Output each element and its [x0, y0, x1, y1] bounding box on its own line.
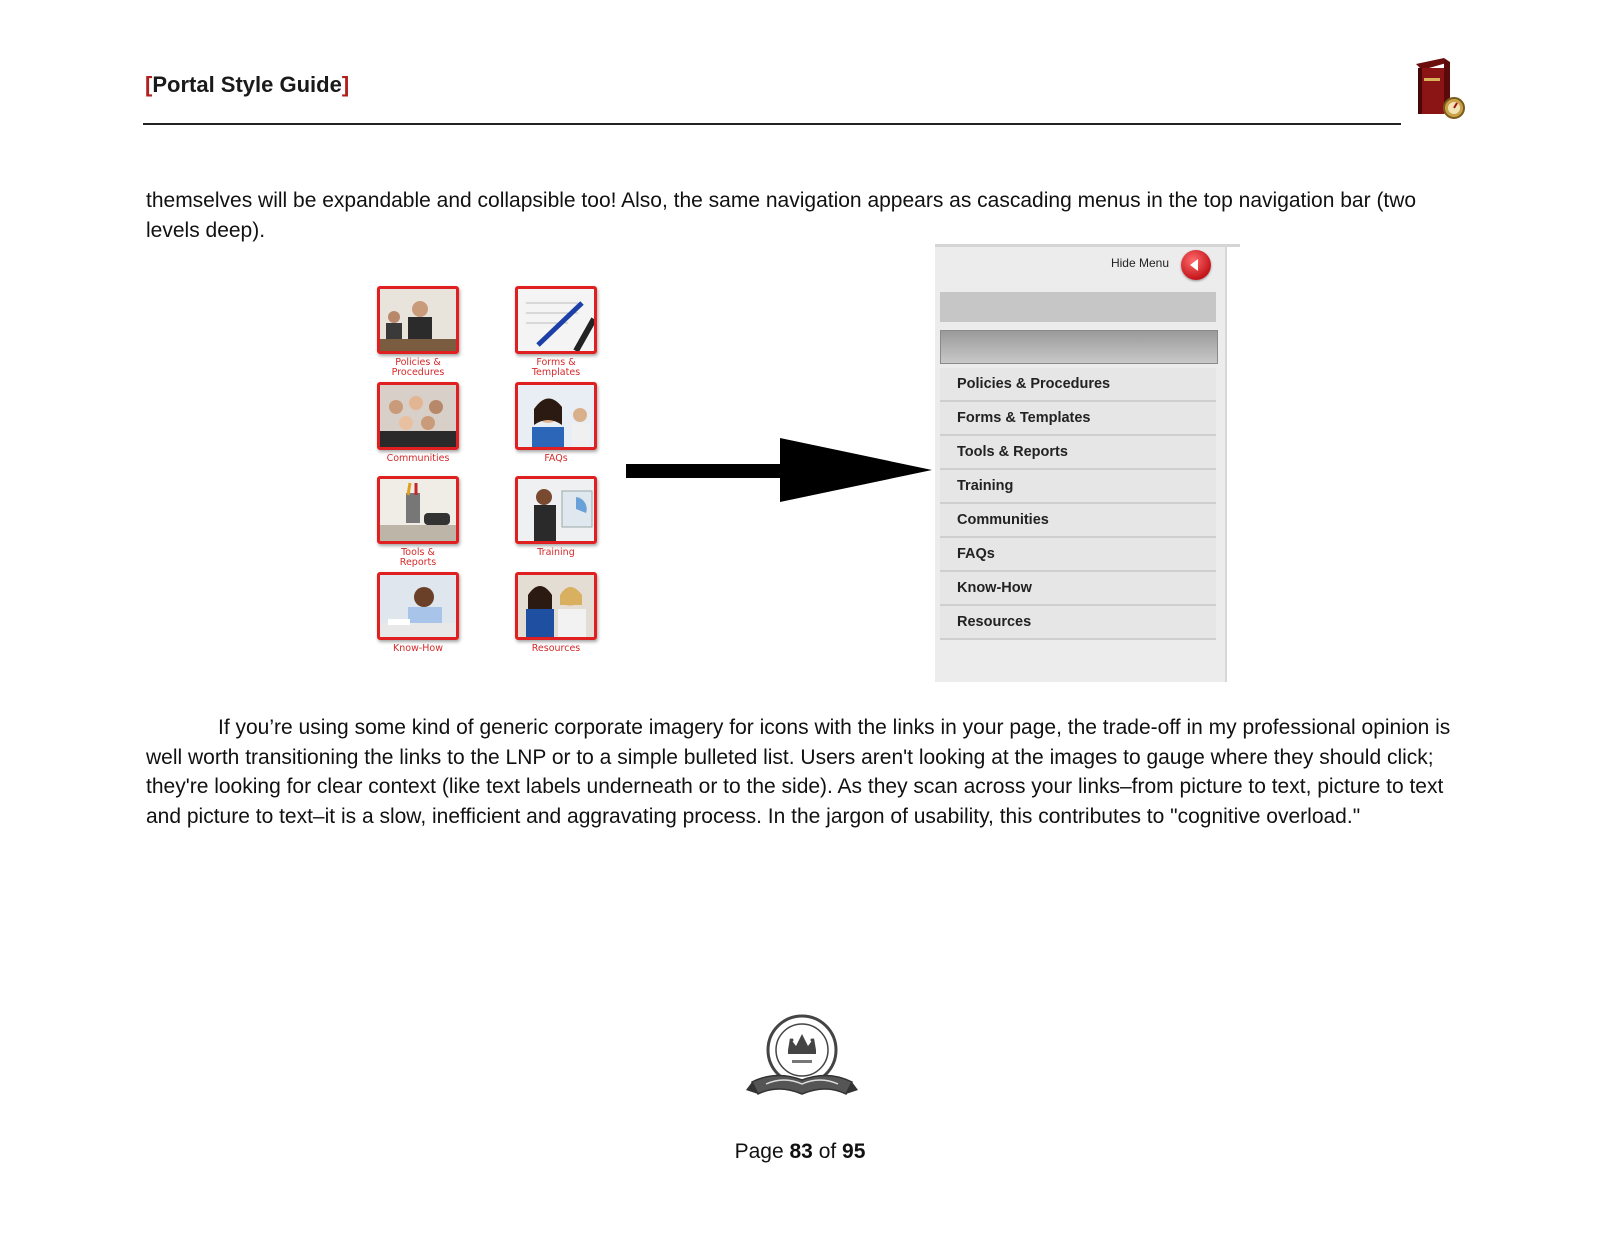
tile-label: Policies & Procedures: [391, 357, 445, 378]
presenter-photo: [515, 476, 597, 544]
panel-header-bar: [940, 292, 1216, 322]
tile-label: FAQs: [544, 453, 568, 464]
nav-menu-list: [940, 368, 1216, 640]
tile-policies-procedures[interactable]: [348, 286, 488, 378]
header-bracket-open: [: [145, 72, 153, 97]
tile-faqs[interactable]: [486, 382, 626, 464]
nav-item-forms-templates[interactable]: Forms & Templates: [940, 402, 1216, 436]
left-navigation-panel: [935, 244, 1227, 682]
nav-item-training[interactable]: Training: [940, 470, 1216, 504]
page-of: of: [818, 1140, 837, 1163]
book-icon: [1410, 56, 1468, 120]
enterprise-portal-team-seal-icon: [746, 1010, 858, 1110]
nav-item-know-how[interactable]: Know-How: [940, 572, 1216, 606]
body-paragraph-2: If you’re using some kind of generic corporate imagery for icons with the links in your page, the trade-off in my professional opinion is well worth transitioning the links to the LNP or to a simple bulleted list. Users aren't looking at the images to gauge where they should click; they're looking for clear context (like text labels underneath or to the side). As they scan across your links–from picture to text, picture to text and picture to text–it is a slow, inefficient and aggravating process. In the jargon of usability, this contributes to "cognitive overload.": [146, 716, 1451, 828]
tile-tools-reports[interactable]: [348, 476, 488, 568]
tile-label: Resources: [531, 643, 581, 654]
pen-on-form-photo: [515, 286, 597, 354]
header-rule: [143, 123, 1401, 125]
page-current: 83: [789, 1140, 813, 1163]
panel-section-bar: [940, 330, 1218, 364]
page-prefix: Page: [734, 1140, 784, 1163]
nav-item-communities[interactable]: Communities: [940, 504, 1216, 538]
nav-item-resources[interactable]: Resources: [940, 606, 1216, 640]
tile-label: Tools & Reports: [399, 547, 437, 568]
tile-forms-templates[interactable]: [486, 286, 626, 378]
body-paragraph-1: themselves will be expandable and collapsible too! Also, the same navigation appears as cascading menus in the top navigation bar (two levels deep).: [146, 189, 1417, 242]
business-meeting-photo: [377, 286, 459, 354]
page-number: [0, 1140, 1600, 1164]
tile-label: Communities: [386, 453, 450, 464]
hide-menu-button[interactable]: [1181, 250, 1211, 280]
page-total: 95: [842, 1140, 866, 1163]
header-title-text: Portal Style Guide: [152, 72, 342, 97]
nav-item-policies-procedures[interactable]: Policies & Procedures: [940, 368, 1216, 402]
tile-resources[interactable]: [486, 572, 626, 654]
document-header-title: [145, 72, 349, 98]
two-women-photo: [515, 572, 597, 640]
right-arrow-icon: [626, 436, 932, 506]
tile-training[interactable]: [486, 476, 626, 558]
tile-label: Forms & Templates: [531, 357, 581, 378]
tile-label: Know-How: [393, 643, 443, 654]
man-at-desk-photo: [377, 572, 459, 640]
tile-label: Training: [537, 547, 575, 558]
group-of-people-photo: [377, 382, 459, 450]
icon-grid-figure: [380, 286, 630, 666]
header-bracket-close: ]: [341, 72, 350, 97]
hide-menu-label: Hide Menu: [1110, 256, 1169, 270]
smiling-woman-photo: [515, 382, 597, 450]
tile-know-how[interactable]: [348, 572, 488, 654]
panel-top-border: [935, 244, 1240, 247]
tile-communities[interactable]: [348, 382, 488, 464]
nav-item-tools-reports[interactable]: Tools & Reports: [940, 436, 1216, 470]
nav-item-faqs[interactable]: FAQs: [940, 538, 1216, 572]
desk-tools-photo: [377, 476, 459, 544]
